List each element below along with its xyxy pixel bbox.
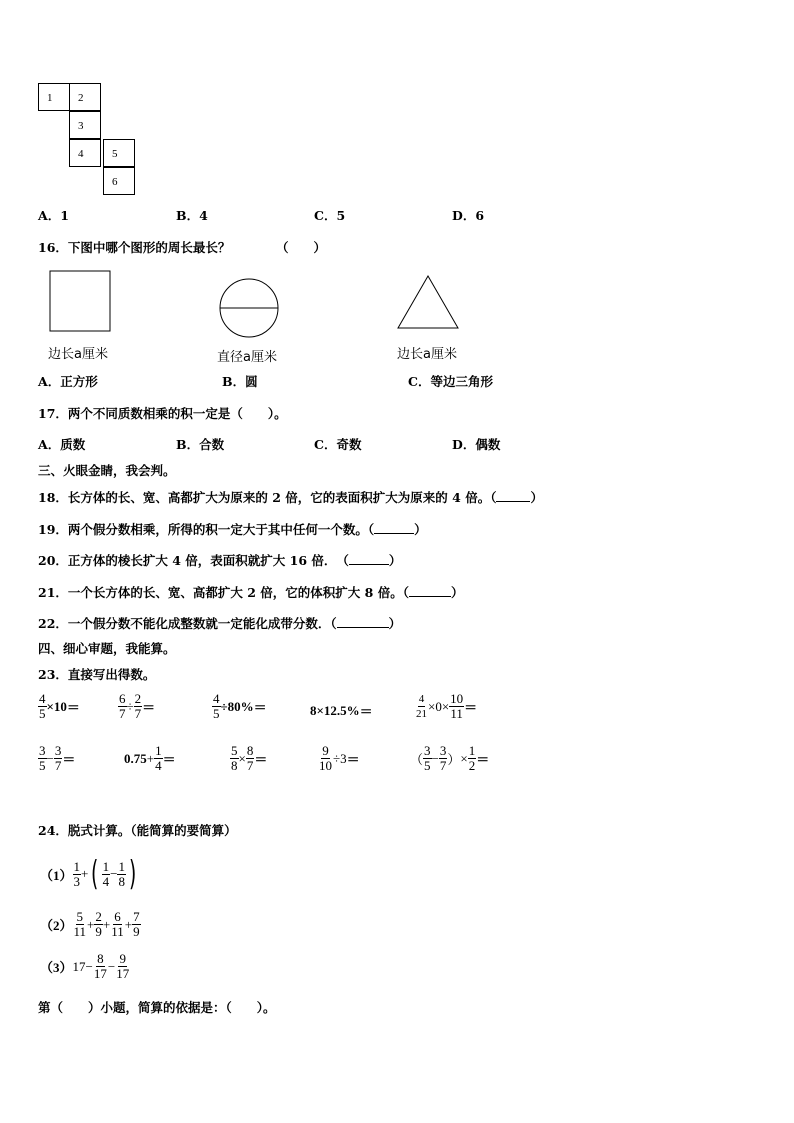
question-21: 21．一个长方体的长、宽、高都扩大 2 倍，它的体积扩大 8 倍。（ ） xyxy=(38,585,464,600)
net-cell: 6 xyxy=(103,167,135,195)
calc-item: 0.75 + $\frac{1}{4}$ ＝ xyxy=(124,743,176,773)
calc-item: 8×12.5% ＝ xyxy=(310,702,373,719)
section-heading: 三、火眼金睛，我会判。 xyxy=(38,463,176,478)
square-caption: 边长a厘米 xyxy=(48,347,108,362)
calc-item: （1） 1 3 + ( 1 4 − $\frac{1}{8}$ ) xyxy=(40,854,137,894)
option-b: B．4 xyxy=(176,208,208,223)
net-cell: 2 xyxy=(69,83,101,111)
q24-footer: 第（ ）小题，简算的依据是：（ ）。 xyxy=(38,1000,276,1015)
triangle-shape xyxy=(398,276,458,328)
answer-blank[interactable] xyxy=(496,489,530,502)
question-16: 16．下图中哪个图形的周长最长？ xyxy=(38,240,231,255)
answer-blank[interactable] xyxy=(337,615,389,628)
calc-item: $\frac{4}{21}$ ×0× $\frac{10}{11}$ ＝ xyxy=(416,691,478,721)
question-17: 17．两个不同质数相乘的积一定是（ ）。 xyxy=(38,406,287,421)
square-shape xyxy=(50,271,110,331)
option-a: A．质数 xyxy=(38,437,86,452)
net-cell: 4 xyxy=(69,139,101,167)
question-20: 20．正方体的棱长扩大 4 倍，表面积就扩大 16 倍． （ ） xyxy=(38,553,402,568)
option-b: B．合数 xyxy=(176,437,225,452)
answer-blank[interactable] xyxy=(409,584,451,597)
question-22: 22．一个假分数不能化成整数就一定能化成带分数．（ ） xyxy=(38,616,402,631)
option-a: A．1 xyxy=(38,208,69,223)
calc-item: 3 5 − $\frac{3}{7}$ ＝ xyxy=(39,743,76,773)
net-cell: 1 xyxy=(38,83,70,111)
option-a: A．正方形 xyxy=(38,374,98,389)
question-24: 24．脱式计算。（能简算的要简算） xyxy=(38,823,237,838)
option-d: D．6 xyxy=(452,208,485,223)
calc-item: $\frac{4}{5}$ ÷80% ＝ xyxy=(213,691,267,721)
calc-item: $\frac{9}{10}$ ÷3 ＝ xyxy=(319,743,360,773)
calc-item: $\frac{4}{5}$ ×10 ＝ xyxy=(39,691,80,721)
net-cell: 3 xyxy=(69,111,101,139)
option-b: B．圆 xyxy=(222,374,258,389)
section-heading: 四、细心审题，我能算。 xyxy=(38,641,176,656)
calc-item: $\frac{5}{8}$ × $\frac{8}{7}$ ＝ xyxy=(231,743,268,773)
circle-caption: 直径a厘米 xyxy=(217,350,277,365)
question-18: 18．长方体的长、宽、高都扩大为原来的 2 倍，它的表面积扩大为原来的 4 倍。（ ） xyxy=(38,490,543,505)
option-c: C．等边三角形 xyxy=(408,374,493,389)
calc-item: （3） 17 − $\frac{8}{17}$ − $\frac{9}{17}$ xyxy=(40,951,130,981)
answer-paren: （ ） xyxy=(276,240,327,255)
net-cell: 5 xyxy=(103,139,135,167)
option-d: D．偶数 xyxy=(452,437,501,452)
question-23: 23．直接写出得数。 xyxy=(38,667,156,682)
option-c: C．5 xyxy=(314,208,346,223)
calc-item: （ 3 5 − $\frac{3}{7}$ ） × $\frac{1}{2}$ ＝ xyxy=(410,743,490,773)
calc-item: （2） 5 11 + $\frac{2}{9}$ + $\frac{6}{11}$ + $\frac{7}{9}$ xyxy=(40,909,140,939)
answer-blank[interactable] xyxy=(374,521,414,534)
q16-shapes xyxy=(0,265,794,340)
option-c: C．奇数 xyxy=(314,437,362,452)
answer-blank[interactable] xyxy=(349,552,389,565)
calc-item: $\frac{6}{7}$ ÷ $\frac{2}{7}$ ＝ xyxy=(119,691,156,721)
triangle-caption: 边长a厘米 xyxy=(397,347,457,362)
question-19: 19．两个假分数相乘，所得的积一定大于其中任何一个数。（ ） xyxy=(38,522,427,537)
